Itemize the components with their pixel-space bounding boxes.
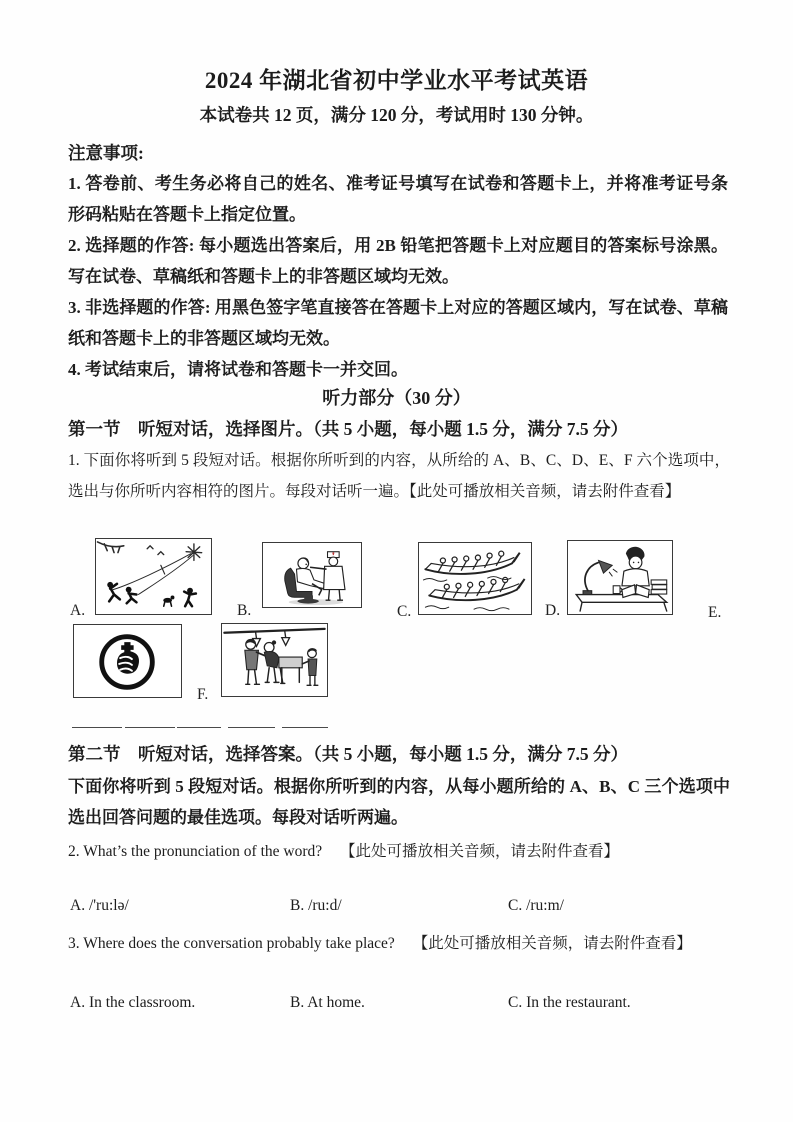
page-subtitle: 本试卷共 12 页，满分 120 分，考试用时 130 分钟。 xyxy=(199,105,594,125)
answer-blank xyxy=(282,713,328,728)
notice-item-1: 1. 答卷前、考生务必将自己的姓名、准考证号填写在试卷和答题卡上，并将准考证号条形码粘贴在答题卡上指定位置。 xyxy=(68,174,728,224)
question-2-option-b: B. /ru:d/ xyxy=(290,897,342,914)
kites-illustration xyxy=(96,539,211,614)
page-title: 2024 年湖北省初中学业水平考试英语 xyxy=(204,68,589,93)
question-2 xyxy=(68,839,748,861)
question-3-option-c: C. In the restaurant. xyxy=(508,994,631,1011)
question-3-audio-note: 【此处可播放相关音频，请去附件查看】 xyxy=(412,935,692,952)
answer-blank xyxy=(125,713,175,728)
picture-a-kite-flying-scene xyxy=(95,538,212,615)
notice-item-2: 2. 选择题的作答: 每小题选出答案后，用 2B 铅笔把答题卡上对应题目的答案标号涂黑。写在试卷、草稿纸和答题卡上的非答题区域均无效。 xyxy=(68,236,728,286)
picture-f-bus-seat-scene xyxy=(221,623,328,697)
picture-b-dentist-scene xyxy=(262,542,362,608)
picture-d-studying-scene xyxy=(567,540,673,615)
question-2-number: 2. xyxy=(68,843,80,860)
picture-label-c: C. xyxy=(397,603,412,620)
question-2-option-c: C. /ru:m/ xyxy=(508,897,564,914)
notice-item-3: 3. 非选择题的作答: 用黑色签字笔直接答在答题卡上对应的答题区域内，写在试卷、草稿纸和答题卡上的非答题区域均无效。 xyxy=(68,298,728,348)
picture-c-dragon-boat-scene xyxy=(418,542,532,615)
question-3-text: Where does the conversation probably take place? xyxy=(83,935,395,952)
notice-item-4: 4. 考试结束后，请将试卷和答题卡一并交回。 xyxy=(68,360,408,379)
answer-blank xyxy=(228,713,275,728)
question1-instruction: 1. 下面你将听到 5 段短对话。根据你所听到的内容，从所给的 A、B、C、D、E、F 六个选项中，选出与你所听内容相符的图片。每段对话听一遍。【此处可播放相关音频，请去附件查看】 xyxy=(68,452,730,500)
picture-label-d: D. xyxy=(545,602,561,619)
picture-label-b: B. xyxy=(237,602,252,619)
dentist-illustration xyxy=(263,543,361,607)
section2-heading: 第二节 听短对话，选择答案。（共 5 小题，每小题 1.5 分，满分 7.5 分） xyxy=(68,744,628,764)
section2-instruction: 下面你将听到 5 段短对话。根据你所听到的内容，从每小题所给的 A、B、C 三个选项中选出回答问题的最佳选项。每段对话听两遍。 xyxy=(68,777,730,827)
question-3-option-a: A. In the classroom. xyxy=(70,994,196,1011)
question-2-text: What’s the pronunciation of the word? xyxy=(83,843,323,860)
study-desk-illustration xyxy=(568,541,672,614)
section1-heading: 第一节 听短对话，选择图片。（共 5 小题，每小题 1.5 分，满分 7.5 分） xyxy=(68,419,628,439)
picture-label-e: E. xyxy=(708,604,722,621)
picture-label-a: A. xyxy=(70,602,86,619)
picture-label-f: F. xyxy=(197,686,209,703)
answer-blank xyxy=(177,713,221,728)
notice-heading: 注意事项: xyxy=(68,143,144,163)
question-3 xyxy=(68,931,748,953)
listening-part-title: 听力部分（30 分） xyxy=(322,388,471,408)
question-2-audio-note: 【此处可播放相关音频，请去附件查看】 xyxy=(340,843,620,860)
round-emblem-illustration xyxy=(74,625,181,697)
question-3-option-b: B. At home. xyxy=(290,994,365,1011)
answer-blank xyxy=(72,713,122,728)
picture-e-round-logo xyxy=(73,624,182,698)
giving-seat-illustration xyxy=(222,624,327,696)
question-2-option-a: A. /'ru:lə/ xyxy=(70,897,129,914)
dragon-boats-illustration xyxy=(419,543,531,614)
question-3-number: 3. xyxy=(68,935,80,952)
